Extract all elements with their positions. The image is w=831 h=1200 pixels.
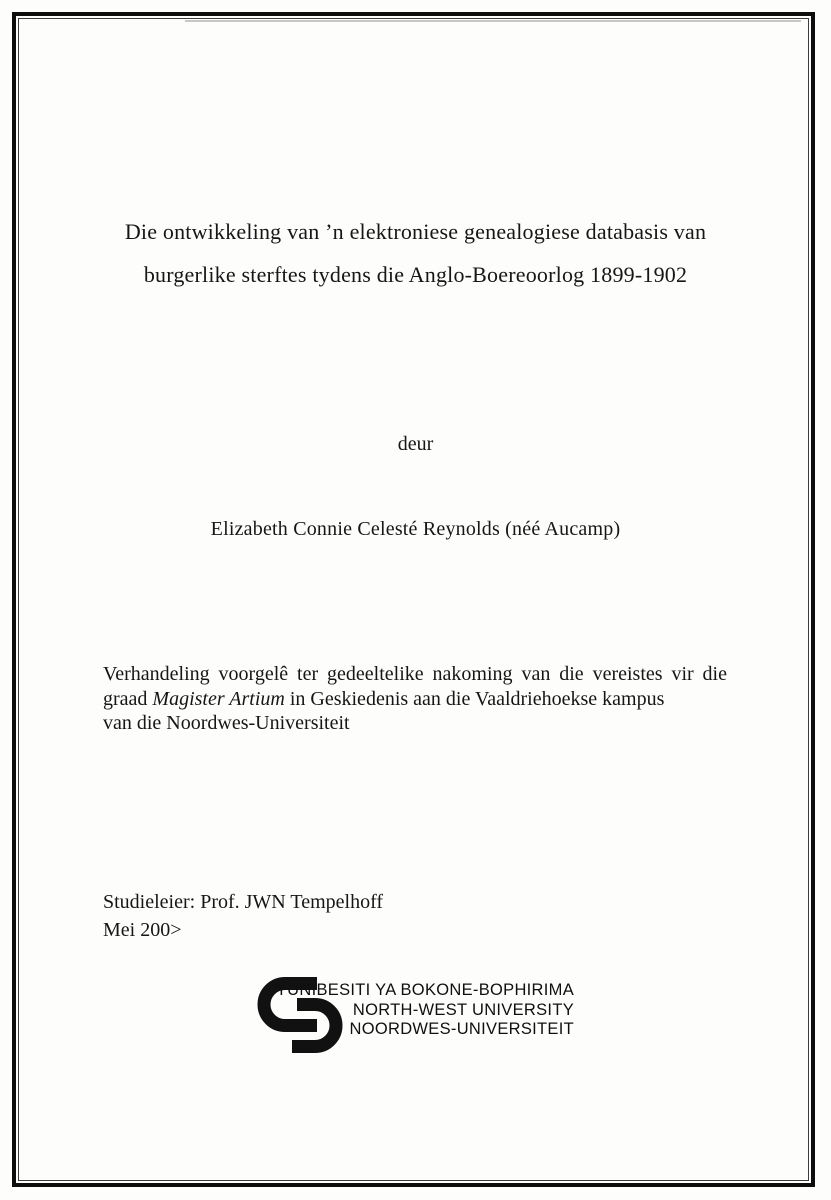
date-line: Mei 200> <box>103 919 182 941</box>
degree-statement-line1: Verhandeling voorgelê ter gedeeltelike nakoming van die vereistes vir die <box>103 663 727 685</box>
university-name-english: NORTH-WEST UNIVERSITY <box>352 1000 574 1019</box>
degree-statement-line2-suffix: in Geskiedenis aan die Vaaldriehoekse kampus <box>284 687 665 710</box>
university-wordmark <box>276 981 574 1040</box>
scan-artifact <box>185 20 801 22</box>
thesis-title-line1: Die ontwikkeling van ’n elektroniese genealogiese databasis van <box>124 219 707 244</box>
university-name-afrikaans: NOORDWES-UNIVERSITEIT <box>349 1020 574 1038</box>
degree-name: Magister Artium <box>152 687 285 710</box>
degree-statement-line2-prefix: graad <box>103 687 153 710</box>
degree-statement-line2 <box>103 687 727 712</box>
degree-statement <box>103 662 727 736</box>
degree-statement-line3: van die Noordwes-Universiteit <box>103 712 350 734</box>
university-name-setswana: YUNIBESITI YA BOKONE-BOPHIRIMA <box>275 981 574 999</box>
supervisor-line: Studieleier: Prof. JWN Tempelhoff <box>103 891 384 913</box>
thesis-title-line2: burgerlike sterftes tydens die Anglo-Boereoorlog 1899-1902 <box>143 262 688 287</box>
supervisor-block <box>103 888 383 944</box>
byline-label: deur <box>397 433 434 455</box>
author-name: Elizabeth Connie Celesté Reynolds (néé Aucamp) <box>210 518 621 540</box>
thesis-title <box>0 210 831 296</box>
